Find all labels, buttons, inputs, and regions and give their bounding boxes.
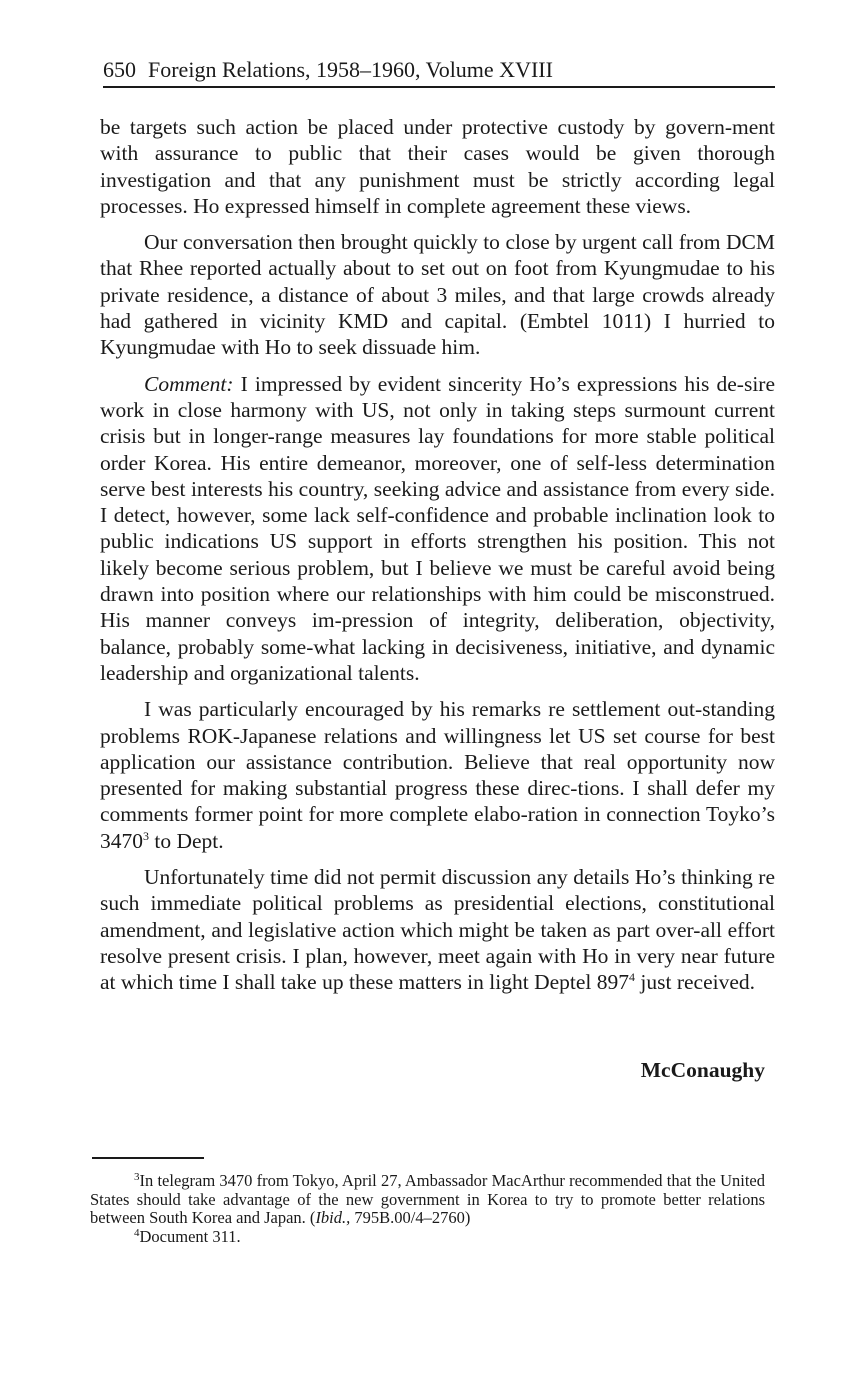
footnote-4 [90, 1228, 765, 1247]
footnote-divider [92, 1157, 204, 1159]
running-title: Foreign Relations, 1958–1960, Volume XVIII [148, 57, 553, 82]
footnote-ref-3[interactable]: 3 [143, 828, 149, 843]
footnote-3-number: 3 [134, 1171, 140, 1183]
paragraph-4-text: I was particularly encouraged by his remarks re settlement out-standing problems ROK-Japanese relations and willingness let US set course for best application our assistance contribution. Believe that real opportunity now presented for making substantial progress these direc-tions. I shall defer my comments former point for more complete elabo-ration in connection Toyko’s 3470 [100, 697, 775, 853]
footnote-ref-4[interactable]: 4 [629, 970, 636, 985]
paragraph-2: Our conversation then brought quickly to close by urgent call from DCM that Rhee reported actually about to set out on foot from Kyungmudae to his private residence, a distance of about 3 miles, and that large crowds already had gathered in vicinity KMD and capital. (Embtel 1011) I hurried to Kyungmudae with Ho to seek dissuade him. [100, 230, 775, 360]
footnote-3-tail: 795B.00/4–2760) [350, 1208, 471, 1227]
paragraph-5-tail: just received. [635, 970, 756, 995]
paragraph-3-text: I impressed by evident sincerity Ho’s expressions his de-sire work in close harmony with US, not only in taking steps surmount current crisis but in longer-range measures lay foundations for more stable political order Korea. His entire demeanor, moreover, one of self-less determination serve best interests his country, seeking advice and assistance from every side. I detect, however, some lack self-confidence and probable inclination look to public indications US support in efforts strengthen his position. This not likely become serious problem, but I believe we must be careful avoid being drawn into position where our relationships with him could be misconstrued. His manner conveys im-pression of integrity, deliberation, objectivity, balance, probably some-what lacking in decisiveness, initiative, and dynamic leadership and organizational talents. [100, 371, 775, 685]
footnote-3 [90, 1172, 765, 1228]
paragraph-4 [100, 696, 775, 854]
paragraph-1: be targets such action be placed under protective custody by govern-ment with assurance to public that their cases would be given thorough investigation and that any punishment must be strictly according legal processes. Ho expressed himself in complete agreement these views. [100, 115, 775, 218]
footnote-3-ibid: Ibid., [315, 1208, 351, 1227]
paragraph-5 [100, 864, 775, 995]
comment-label: Comment: [144, 371, 234, 396]
running-header [103, 56, 775, 88]
paragraph-5-text: Unfortunately time did not permit discussion any details Ho’s thinking re such immediate political problems as presidential elections, constitutional amendment, and legislative action which might be taken as part over-all effort resolve present crisis. I plan, however, meet again with Ho in very near future at which time I shall take up these matters in light Deptel 897 [100, 865, 775, 995]
page-number: 650 [103, 57, 136, 82]
paragraph-3 [100, 371, 775, 687]
footnote-4-number: 4 [134, 1226, 140, 1239]
footnote-4-text: Document 311. [139, 1226, 241, 1246]
paragraph-4-tail: to Dept. [149, 828, 224, 853]
body-text [100, 114, 775, 1006]
footnotes [90, 1172, 765, 1246]
footnote-3-text: In telegram 3470 from Tokyo, April 27, Ambassador MacArthur recommended that the United States should take advantage of the new government in Korea to try to promote better relations between South Korea and Japan. ( [90, 1171, 765, 1227]
signature: McConaughy [640, 1058, 765, 1082]
